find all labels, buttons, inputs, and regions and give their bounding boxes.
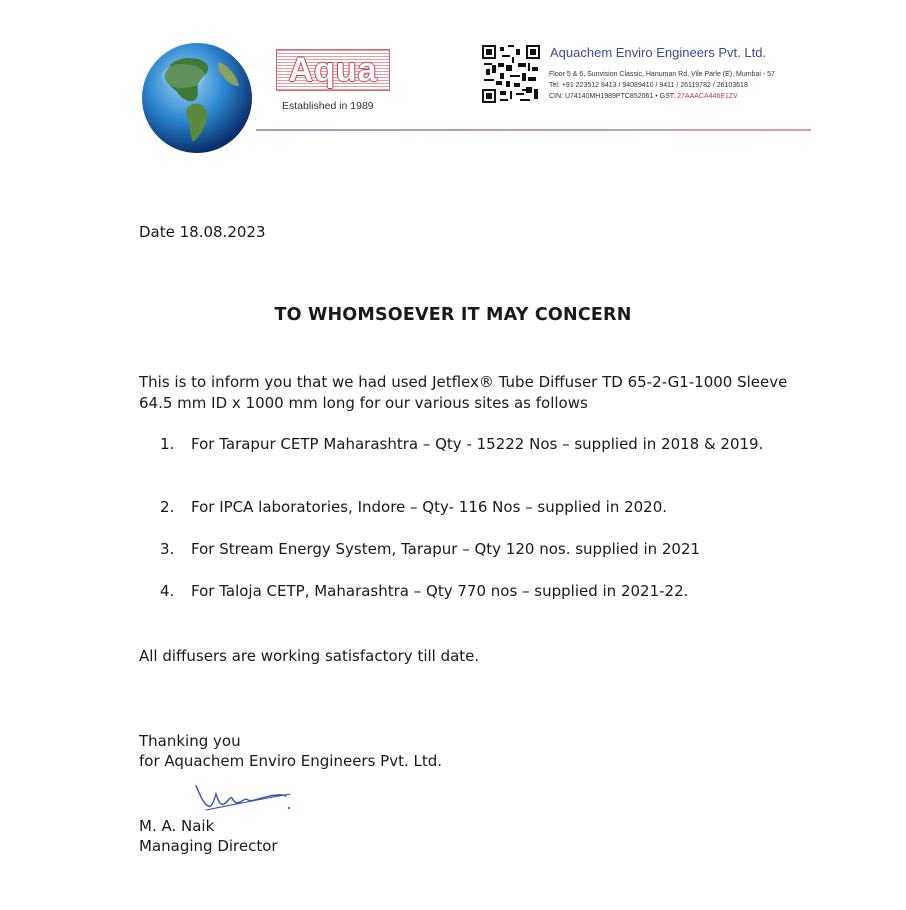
list-item-number: 2.	[160, 498, 175, 516]
list-item-text: For IPCA laboratories, Indore – Qty- 116 Nos – supplied in 2020.	[191, 498, 668, 516]
established-text: Established in 1989	[282, 100, 374, 112]
signatory-name: M. A. Naik	[139, 817, 215, 835]
gst-number: 27AAACA446E1ZV	[677, 93, 738, 100]
company-phone: Tel: +91 223512 8413 / 94089410 / 9411 / 26119782 / 26103618	[549, 82, 748, 89]
company-address: Floor 5 & 6, Sunvision Classic, Hanuman Rd, Vile Parle (E), Mumbai - 57	[549, 71, 775, 78]
aqua-logo	[276, 49, 390, 91]
signatory-title: Managing Director	[139, 837, 278, 855]
list-item-text: For Taloja CETP, Maharashtra – Qty 770 nos – supplied in 2021-22.	[191, 582, 689, 600]
letterhead-divider	[256, 129, 811, 131]
company-cin-gst	[549, 93, 738, 100]
list-item-number: 1.	[160, 435, 175, 453]
list-item-number: 3.	[160, 540, 175, 558]
letter-heading: TO WHOMSOEVER IT MAY CONCERN	[274, 305, 632, 325]
logo-text: Aqua	[288, 51, 378, 89]
qr-code-icon	[482, 45, 540, 103]
letter-intro: This is to inform you that we had used Jetflex® Tube Diffuser TD 65-2-G1-1000 Sleeve 64.5 mm ID x 1000 mm long for our various sites as follows	[139, 373, 788, 412]
list-item-text: For Tarapur CETP Maharashtra – Qty - 15222 Nos – supplied in 2018 & 2019.	[191, 435, 764, 453]
letter-date: Date 18.08.2023	[139, 223, 266, 241]
list-item-number: 4.	[160, 582, 175, 600]
cin-text: CIN: U74140MH1989PTC852061 • GST:	[549, 93, 678, 100]
list-item-text: For Stream Energy System, Tarapur – Qty 120 nos. supplied in 2021	[191, 540, 701, 558]
closing-statement: All diffusers are working satisfactory till date.	[139, 647, 480, 665]
globe-logo-icon	[141, 42, 253, 154]
thanks-company: for Aquachem Enviro Engineers Pvt. Ltd.	[139, 752, 443, 770]
company-name: Aquachem Enviro Engineers Pvt. Ltd.	[550, 45, 767, 60]
thanks-line: Thanking you	[139, 732, 241, 750]
